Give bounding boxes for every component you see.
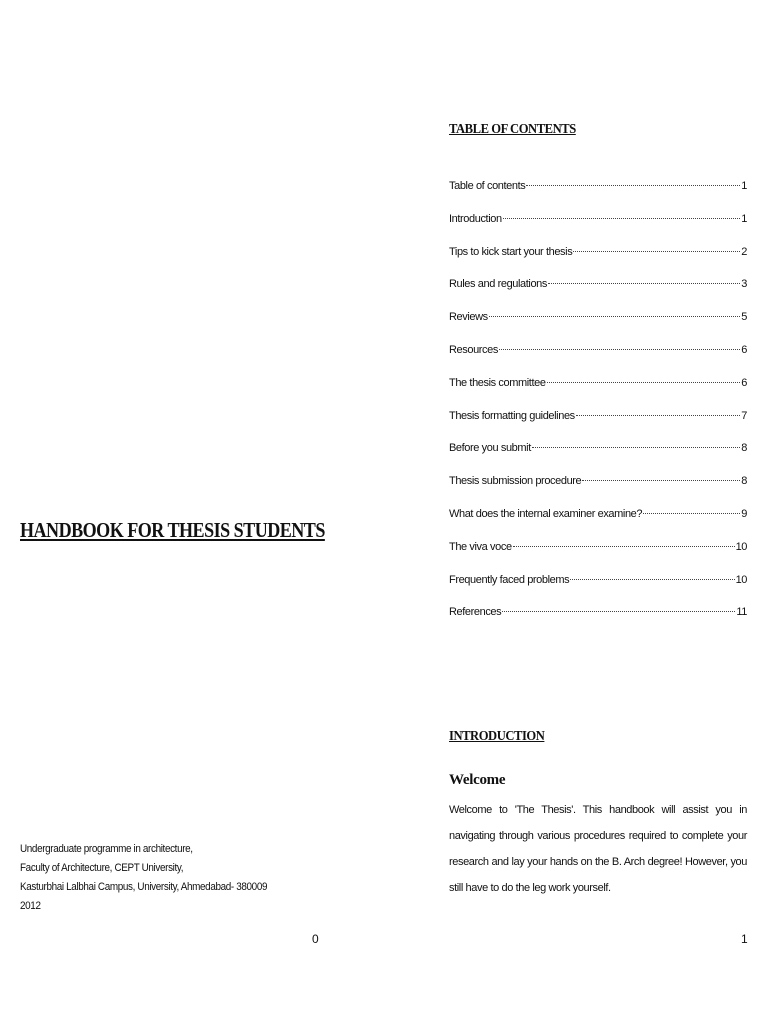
toc-entry[interactable] xyxy=(449,213,747,246)
toc-entry-page: 8 xyxy=(741,442,747,455)
toc-dot-leader xyxy=(499,349,740,350)
toc-entry-page: 2 xyxy=(741,245,747,258)
toc-entry-label: Resources xyxy=(449,343,498,356)
toc-entry-page: 10 xyxy=(735,540,747,553)
toc-entry-page: 7 xyxy=(741,409,747,422)
toc-entry-label: Table of contents xyxy=(449,180,526,192)
table-of-contents xyxy=(449,180,747,639)
toc-dot-leader xyxy=(582,480,740,481)
toc-dot-leader xyxy=(547,382,741,383)
toc-dot-leader xyxy=(573,251,740,252)
welcome-heading: Welcome xyxy=(449,772,506,788)
toc-entry-label: Before you submit xyxy=(449,442,531,455)
toc-entry-label: Thesis formatting guidelines xyxy=(449,409,575,422)
institution-footer xyxy=(20,840,267,916)
toc-entry[interactable] xyxy=(449,246,747,279)
footer-line: Undergraduate programme in architecture, xyxy=(20,843,193,855)
toc-entry-page: 1 xyxy=(741,180,747,192)
introduction-heading: INTRODUCTION xyxy=(449,729,545,744)
toc-entry-label: The thesis committee xyxy=(449,376,546,389)
toc-entry-label: Frequently faced problems xyxy=(449,573,570,586)
toc-entry-label: Tips to kick start your thesis xyxy=(449,245,573,258)
handbook-title: HANDBOOK FOR THESIS STUDENTS xyxy=(20,518,325,542)
toc-dot-leader xyxy=(532,447,740,448)
toc-entry[interactable] xyxy=(449,606,747,639)
footer-line: 2012 xyxy=(20,900,41,912)
toc-entry-page: 10 xyxy=(735,573,747,586)
toc-dot-leader xyxy=(548,283,740,284)
toc-dot-leader xyxy=(502,611,735,612)
toc-entry[interactable] xyxy=(449,541,747,574)
toc-entry-label: Rules and regulations xyxy=(449,278,548,291)
toc-entry-page: 6 xyxy=(741,376,747,389)
toc-dot-leader xyxy=(513,546,735,547)
toc-entry-page: 1 xyxy=(741,212,747,225)
toc-entry[interactable] xyxy=(449,475,747,508)
toc-entry[interactable] xyxy=(449,410,747,443)
toc-dot-leader xyxy=(526,185,740,186)
footer-line: Kasturbhai Lalbhai Campus, University, Ahmedabad- 380009 xyxy=(20,881,268,893)
toc-entry[interactable] xyxy=(449,508,747,541)
page-number-right: 1 xyxy=(741,932,748,946)
welcome-paragraph: Welcome to 'The Thesis'. This handbook will assist you in navigating through various procedures required to complete your research and lay your hands on the B. Arch degree! However, you still have to do the leg work yourself. xyxy=(449,804,747,894)
toc-entry[interactable] xyxy=(449,180,747,213)
toc-entry-page: 5 xyxy=(741,311,747,324)
toc-entry-label: The viva voce xyxy=(449,540,512,553)
toc-entry-label: Introduction xyxy=(449,212,502,225)
toc-heading: TABLE OF CONTENTS xyxy=(449,122,576,137)
toc-entry[interactable] xyxy=(449,442,747,475)
toc-entry[interactable] xyxy=(449,574,747,607)
toc-entry-page: 6 xyxy=(741,343,747,356)
right-page xyxy=(384,0,768,1024)
toc-entry-page: 11 xyxy=(736,606,747,619)
toc-dot-leader xyxy=(643,513,740,514)
footer-line: Faculty of Architecture, CEPT University, xyxy=(20,862,184,874)
toc-dot-leader xyxy=(489,316,741,317)
toc-entry[interactable] xyxy=(449,344,747,377)
toc-entry-page: 8 xyxy=(741,475,747,488)
toc-entry[interactable] xyxy=(449,377,747,410)
toc-dot-leader xyxy=(570,579,734,580)
toc-entry-label: References xyxy=(449,606,502,619)
page-number-left: 0 xyxy=(312,932,319,946)
toc-entry[interactable] xyxy=(449,278,747,311)
toc-entry-page: 3 xyxy=(741,278,747,291)
toc-dot-leader xyxy=(576,415,741,416)
toc-dot-leader xyxy=(503,218,741,219)
toc-entry-label: What does the internal examiner examine? xyxy=(449,507,643,520)
toc-entry[interactable] xyxy=(449,311,747,344)
toc-entry-label: Reviews xyxy=(449,311,488,324)
toc-entry-page: 9 xyxy=(741,507,747,520)
toc-entry-label: Thesis submission procedure xyxy=(449,475,582,488)
